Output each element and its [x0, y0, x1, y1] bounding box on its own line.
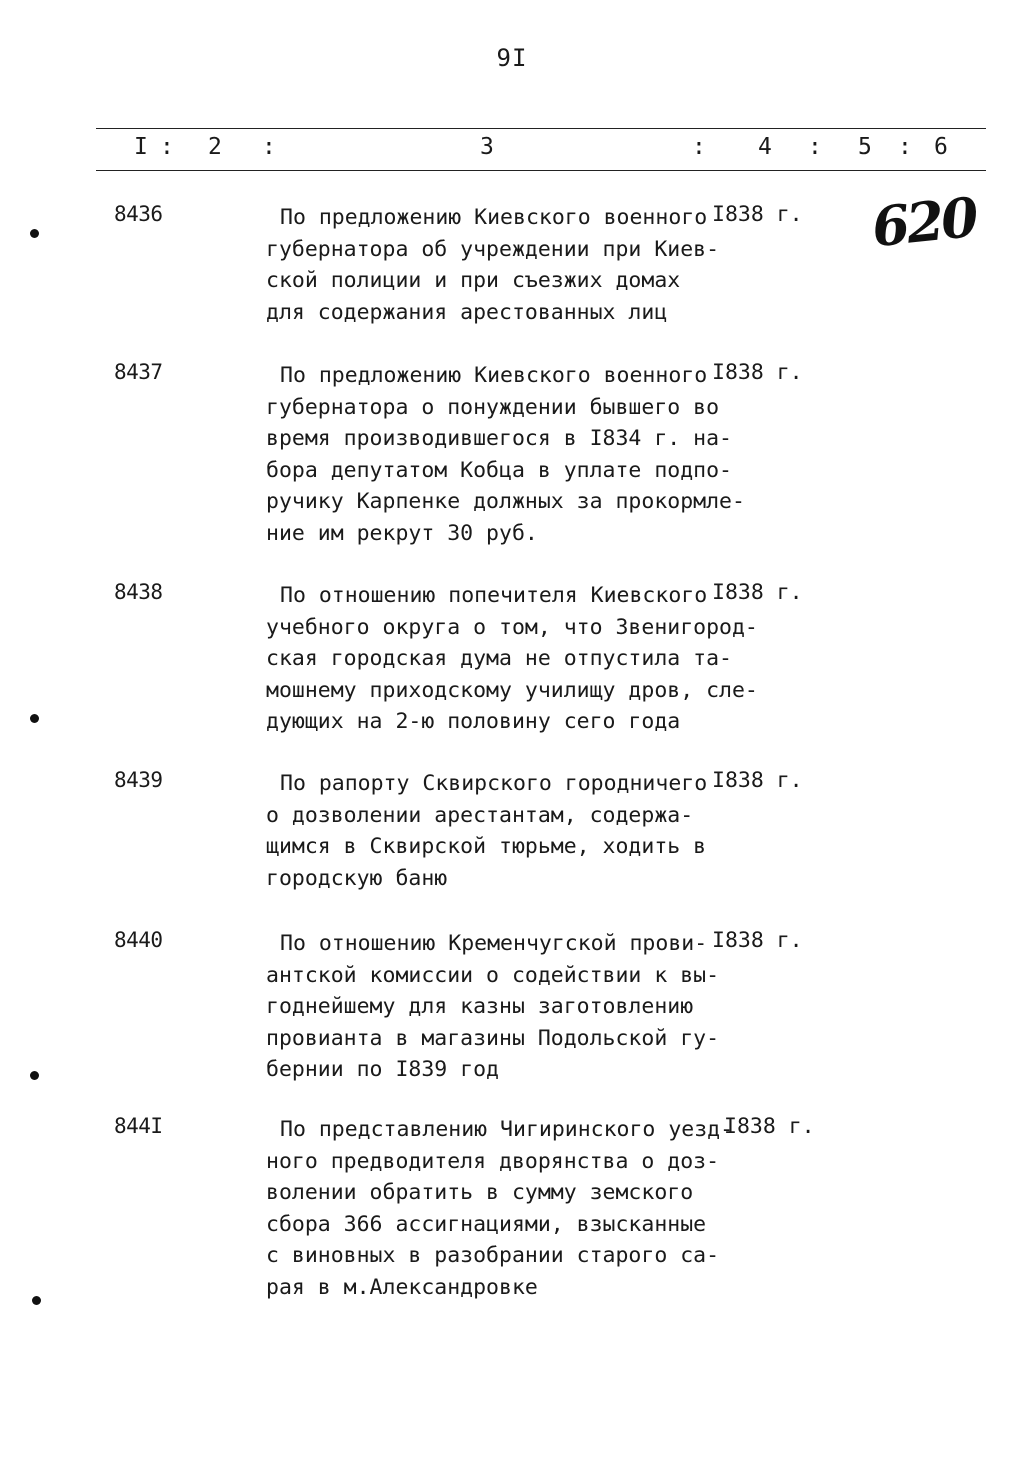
description-line: По рапорту Сквирского городничего [280, 771, 708, 796]
description-line: годнейшему для казны заготовлению [266, 994, 694, 1019]
description-line: сбора 366 ассигнациями, взысканные [266, 1211, 707, 1237]
punch-hole-mark [30, 714, 39, 723]
entry-number: 8436 [114, 202, 163, 226]
description-line: По предложению Киевского военного [280, 205, 708, 230]
entry-year: I838 г. [712, 580, 803, 605]
description-line: бернии по I839 год [266, 1057, 499, 1082]
description-line: ручику Карпенке должных за прокормле- [266, 489, 745, 514]
column-header-1: I [134, 134, 148, 160]
description-line: рая в м.Александровке [266, 1274, 538, 1300]
entry-year: I838 г. [724, 1114, 815, 1139]
entry-description [266, 360, 796, 549]
entry-number: 8438 [114, 580, 163, 604]
column-separator: : [160, 134, 174, 160]
entry-year: I838 г. [712, 360, 803, 385]
handwritten-sheet-number: 620 [868, 184, 979, 260]
punch-hole-mark [30, 1071, 39, 1080]
description-line: провианта в магазины Подольской гу- [266, 1025, 720, 1051]
description-line: По отношению Кременчугской прови- [280, 931, 708, 956]
entry-number: 8439 [114, 768, 163, 792]
column-separator: : [898, 134, 912, 160]
column-header-4: 4 [758, 134, 772, 160]
punch-hole-mark [30, 229, 39, 238]
description-line: ние им рекрут 30 руб. [266, 520, 538, 546]
description-line: губернатора о понуждении бывшего во [266, 394, 720, 420]
description-line: для содержания арестованных лиц [266, 299, 668, 325]
entry-description [266, 1114, 796, 1303]
description-line: дующих на 2-ю половину сего года [266, 709, 681, 734]
column-header-2: 2 [208, 134, 222, 160]
description-line: о дозволении арестантам, содержа- [266, 802, 694, 828]
description-line: По представлению Чигиринского уезд- [280, 1117, 734, 1142]
column-separator: : [808, 134, 822, 160]
entry-year: I838 г. [712, 768, 803, 793]
description-line: с виновных в разобрании старого са- [266, 1243, 720, 1268]
column-header-3: 3 [480, 134, 494, 160]
description-line: ская городская дума не отпустила та- [266, 646, 732, 671]
entry-number: 844I [114, 1114, 163, 1138]
punch-hole-mark [32, 1296, 41, 1305]
entry-year: I838 г. [712, 928, 803, 953]
description-line: бора депутатом Кобца в уплате подпо- [266, 457, 732, 483]
header-bottom-rule [96, 170, 986, 171]
description-line: По предложению Киевского военного [280, 363, 708, 388]
description-line: ской полиции и при съезжих домах [266, 268, 681, 293]
description-line: ного предводителя дворянства о доз- [266, 1148, 720, 1174]
column-separator: : [262, 134, 276, 160]
entry-number: 8437 [114, 360, 163, 384]
header-top-rule [96, 128, 986, 129]
description-line: щимся в Сквирской тюрьме, ходить в [266, 834, 707, 859]
description-line: волении обратить в сумму земского [266, 1180, 694, 1205]
description-line: губернатора об учреждении при Киев- [266, 236, 720, 262]
description-line: городскую баню [266, 865, 448, 891]
column-header-5: 5 [858, 134, 872, 160]
description-line: мошнему приходскому училищу дров, сле- [266, 677, 758, 703]
description-line: учебного округа о том, что Звенигород- [266, 614, 758, 640]
column-separator: : [692, 134, 706, 160]
entry-number: 8440 [114, 928, 163, 952]
entry-year: I838 г. [712, 202, 803, 227]
description-line: антской комиссии о содействии к вы- [266, 962, 720, 988]
page-number: 9I [496, 44, 528, 72]
column-header-6: 6 [934, 134, 948, 160]
description-line: время производившегося в I834 г. на- [266, 426, 732, 451]
description-line: По отношению попечителя Киевского [280, 583, 708, 608]
